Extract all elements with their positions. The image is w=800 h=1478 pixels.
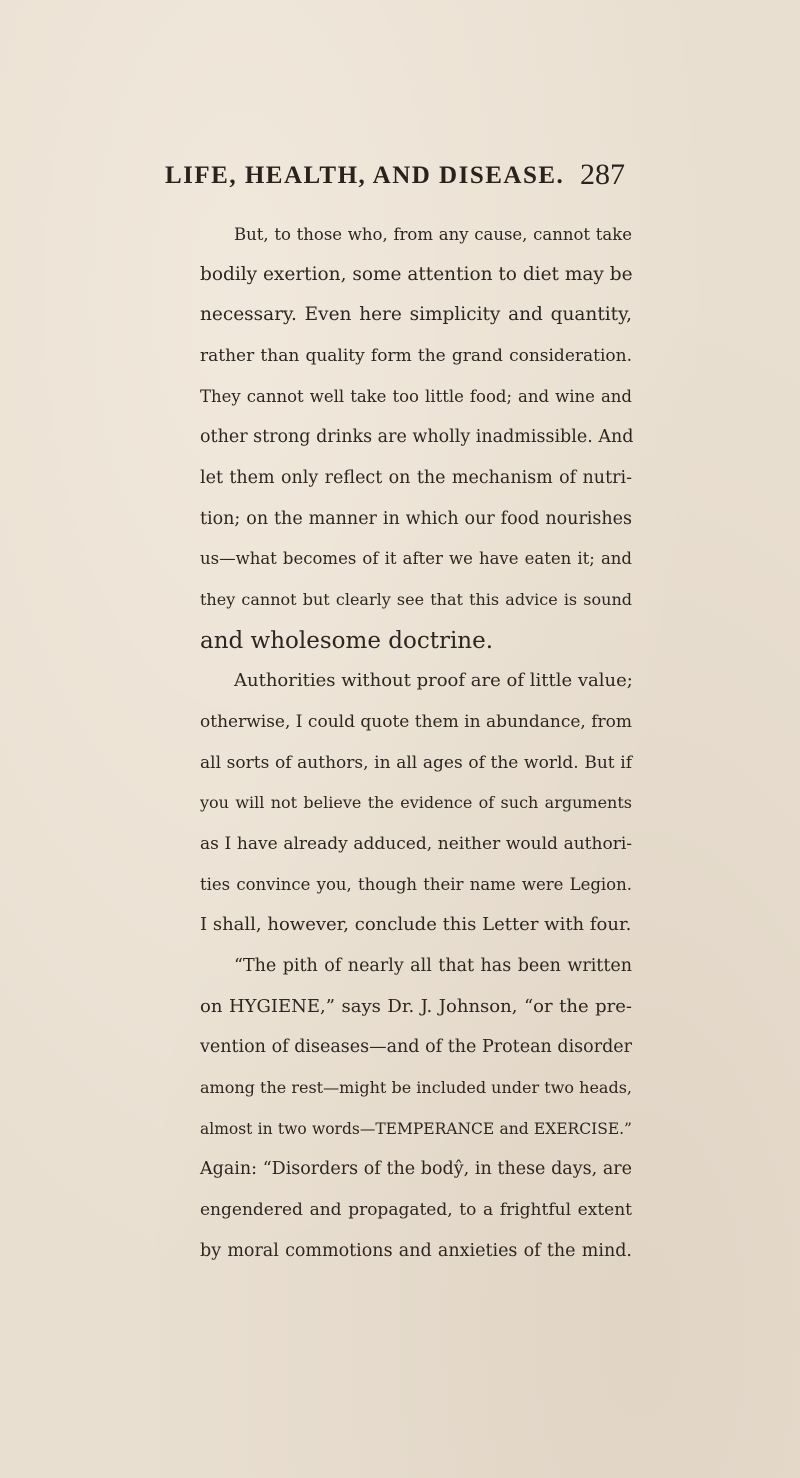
text-line: ties convince you, though their name were Legion. [200, 875, 632, 894]
text-line: us—what becomes of it after we have eaten it; and [200, 549, 632, 568]
text-line: Authorities without proof are of little value; [234, 670, 633, 691]
text-line: on HYGIENE,” says Dr. J. Johnson, “or the pre- [200, 996, 632, 1017]
text-line: They cannot well take too little food; and wine and [200, 387, 632, 406]
text-line: But, to those who, from any cause, cannot take [234, 225, 632, 244]
running-head [165, 158, 625, 194]
text-line: as I have already adduced, neither would authori- [200, 834, 632, 854]
text-line: I shall, however, conclude this Letter with four. [200, 914, 632, 935]
text-line: rather than quality form the grand consideration. [200, 346, 632, 366]
text-line: Again: “Disorders of the bodŷ, in these days, are [200, 1159, 632, 1179]
text-line: all sorts of authors, in all ages of the world. But if [200, 753, 632, 773]
running-title: LIFE, HEALTH, AND DISEASE. [165, 162, 565, 189]
text-line: among the rest—might be included under two heads, [200, 1078, 632, 1097]
text-line: vention of diseases—and of the Protean disorder [200, 1037, 632, 1057]
text-line: otherwise, I could quote them in abundance, from [200, 712, 632, 732]
text-line: tion; on the manner in which our food nourishes [200, 509, 632, 529]
page-number: 287 [580, 158, 625, 191]
text-line: and wholesome doctrine. [200, 628, 494, 654]
text-line: bodily exertion, some attention to diet may be [200, 264, 633, 285]
text-line: you will not believe the evidence of such arguments [200, 793, 632, 812]
text-line: they cannot but clearly see that this advice is sound [200, 590, 632, 609]
text-line: let them only reflect on the mechanism of nutri- [200, 468, 632, 488]
text-line: necessary. Even here simplicity and quantity, [200, 304, 632, 325]
text-line: engendered and propagated, to a frightful extent [200, 1200, 632, 1220]
text-line: by moral commotions and anxieties of the mind. [200, 1241, 632, 1261]
text-line: almost in two words—TEMPERANCE and EXERCISE.” [200, 1120, 632, 1138]
text-line: other strong drinks are wholly inadmissible. And [200, 427, 634, 447]
text-line: “The pith of nearly all that has been written [234, 956, 632, 976]
